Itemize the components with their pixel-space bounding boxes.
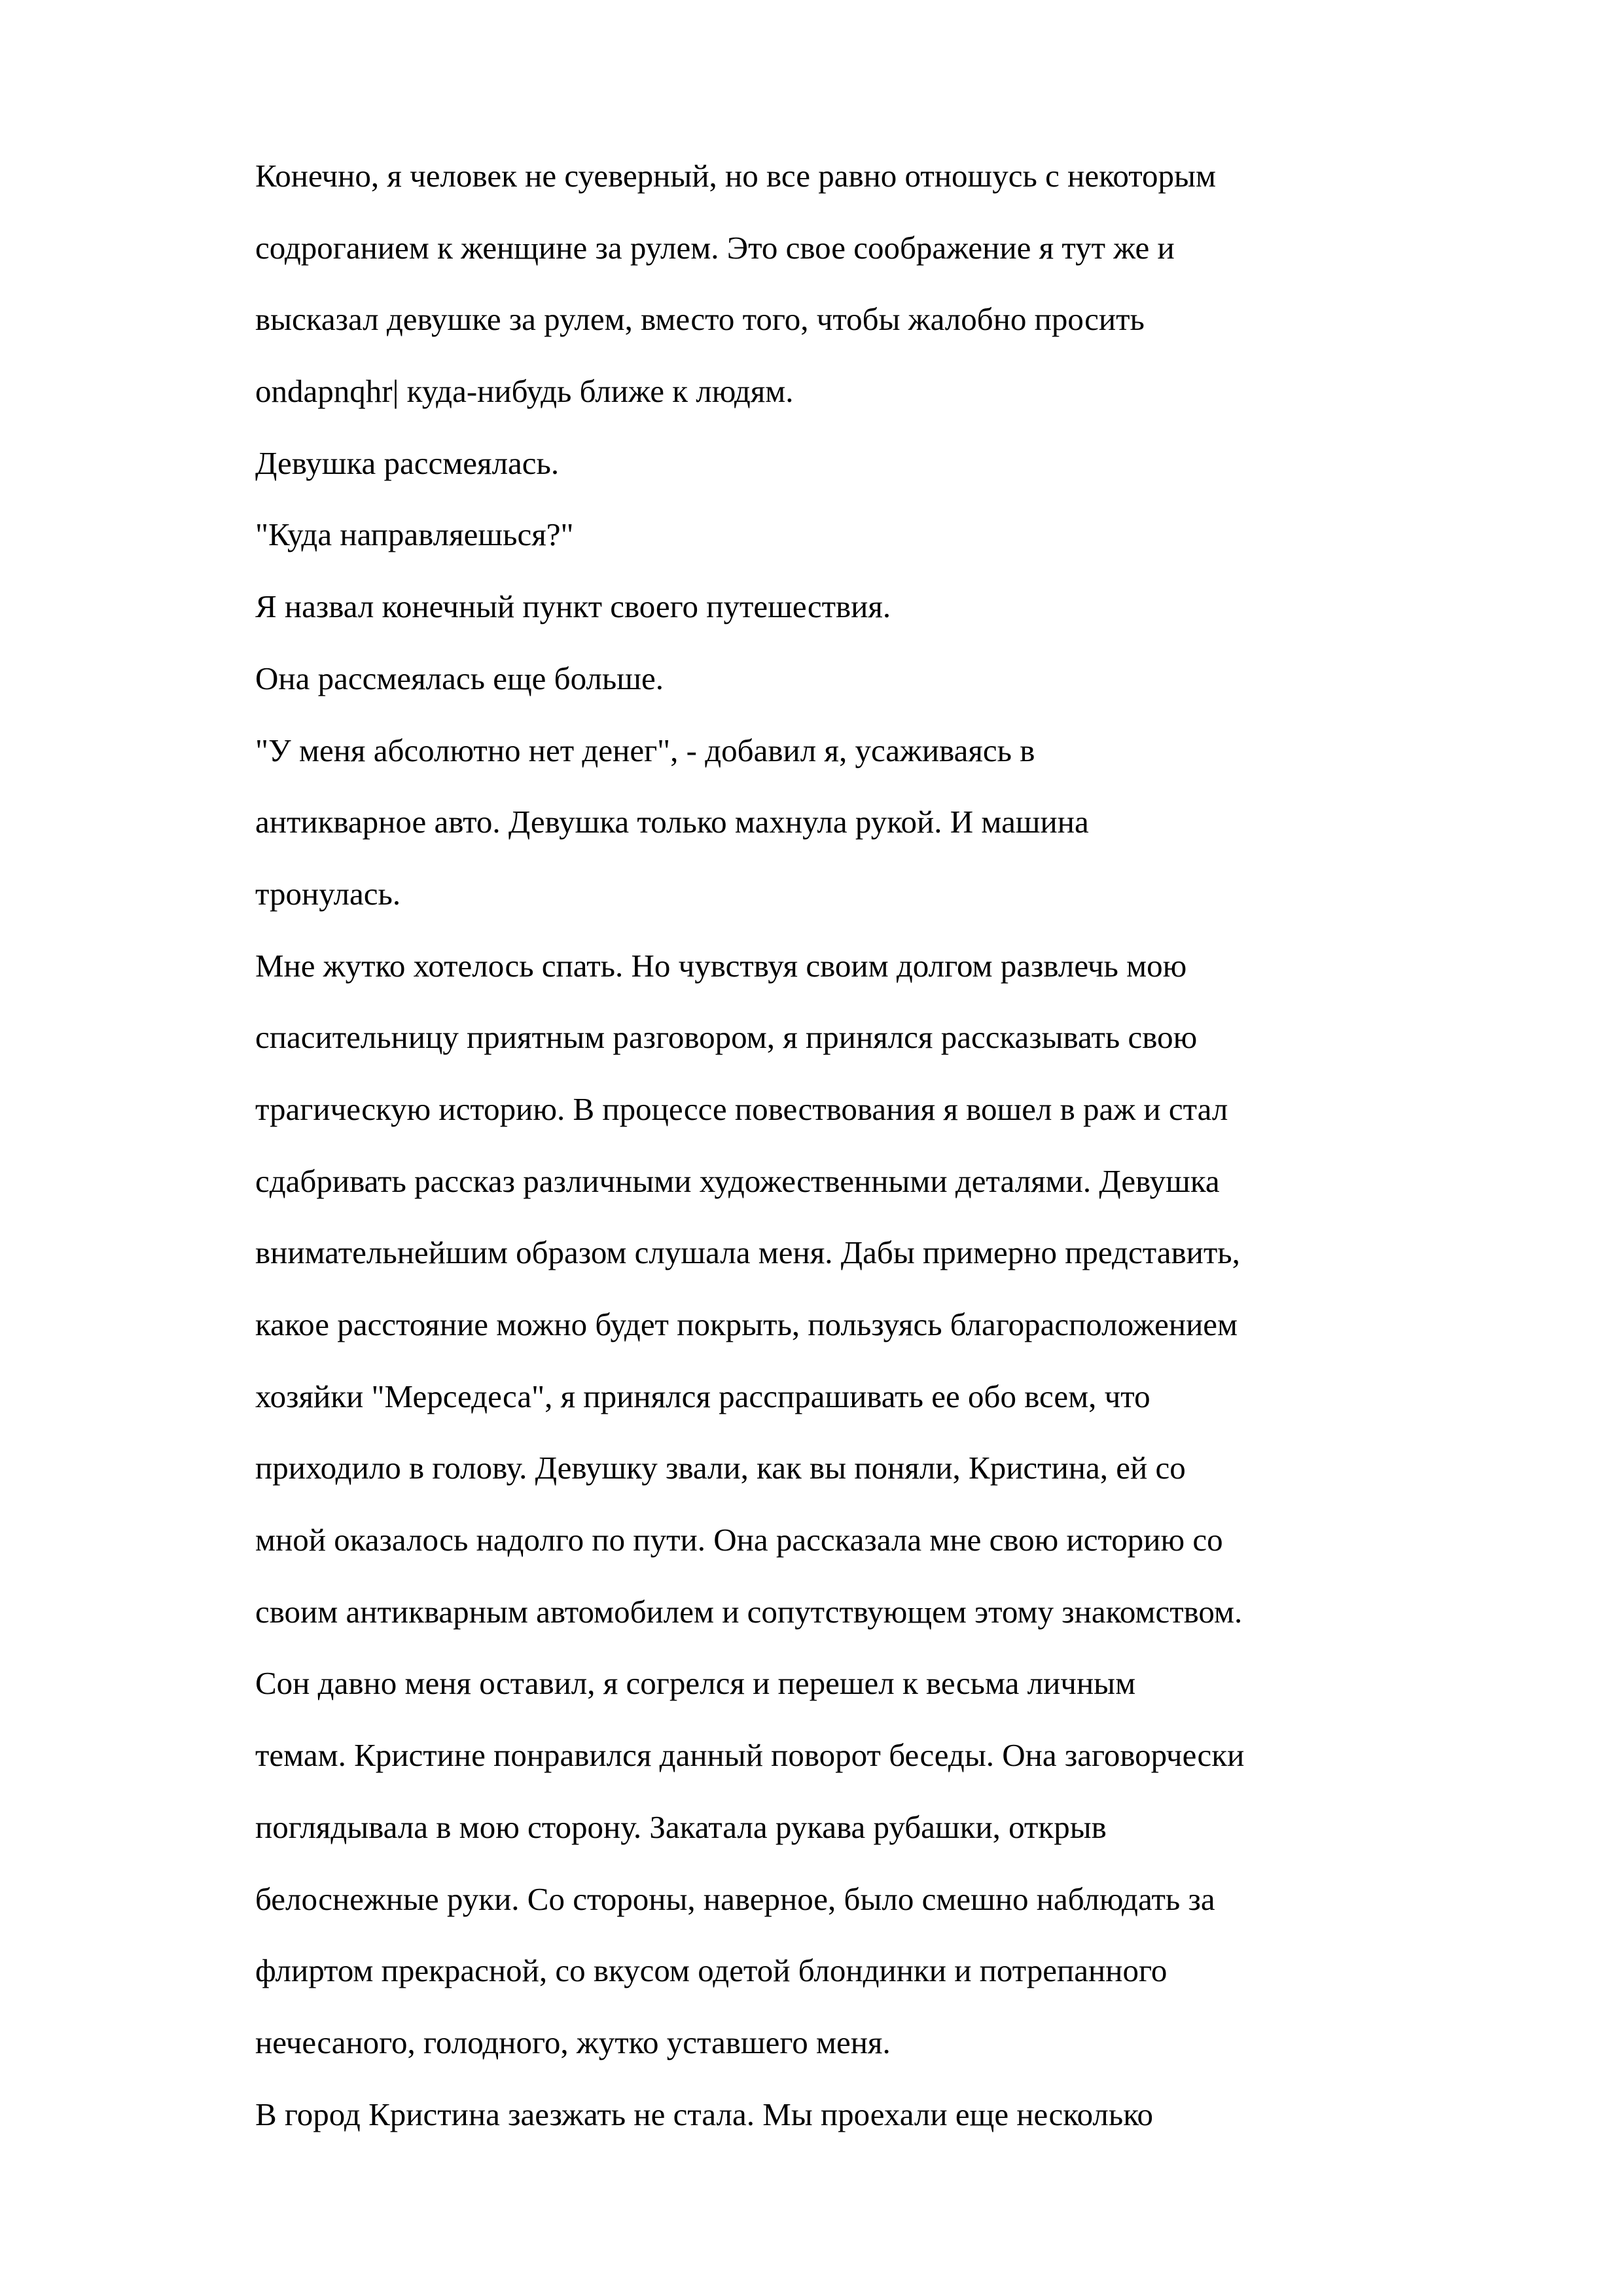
text-line: содроганием к женщине за рулем. Это свое соображение я тут же и	[255, 229, 1175, 266]
text-line: поглядывала в мою сторону. Закатала рукава рубашки, открыв	[255, 1808, 1107, 1845]
text-line: какое расстояние можно будет покрыть, пользуясь благорасположением	[255, 1306, 1238, 1342]
text-line: Она рассмеялась еще больше.	[255, 660, 664, 696]
text-line: мной оказалось надолго по пути. Она рассказала мне свою историю со	[255, 1522, 1223, 1558]
text-line: хозяйки "Мерседеса", я принялся расспрашивать ее обо всем, что	[255, 1378, 1150, 1414]
text-line: В город Кристина заезжать не стала. Мы проехали еще несколько	[255, 2096, 1154, 2132]
text-line: ondapnqhr| куда-нибудь ближе к людям.	[255, 373, 794, 410]
text-line: Конечно, я человек не суеверный, но все равно отношусь с некоторым	[255, 158, 1216, 194]
text-line: спасительницу приятным разговором, я принялся рассказывать свою	[255, 1019, 1198, 1056]
text-line: нечесаного, голодного, жутко уставшего меня.	[255, 2024, 891, 2060]
text-line: антикварное авто. Девушка только махнула рукой. И машина	[255, 804, 1089, 840]
text-line: "У меня абсолютно нет денег", - добавил я, усаживаясь в	[255, 732, 1035, 768]
text-line: высказал девушке за рулем, вместо того, чтобы жалобно просить	[255, 301, 1145, 338]
text-line: внимательнейшим образом слушала меня. Дабы примерно представить,	[255, 1234, 1240, 1271]
text-line: сдабривать рассказ различными художественными деталями. Девушка	[255, 1162, 1220, 1199]
text-line: Я назвал конечный пункт своего путешествия.	[255, 588, 891, 625]
text-line: своим антикварным автомобилем и сопутствующем этому знакомством.	[255, 1593, 1243, 1630]
text-line: флиртом прекрасной, со вкусом одетой блондинки и потрепанного	[255, 1952, 1168, 1989]
text-line: Мне жутко хотелось спать. Но чувствуя своим долгом развлечь мою	[255, 947, 1187, 984]
document-body	[255, 152, 1433, 2162]
text-line: приходило в голову. Девушку звали, как вы поняли, Кристина, ей со	[255, 1450, 1186, 1486]
text-line: "Куда направляешься?"	[255, 516, 574, 553]
text-line: Сон давно меня оставил, я согрелся и перешел к весьма личным	[255, 1665, 1136, 1702]
text-line: трагическую историю. В процессе повествования я вошел в раж и стал	[255, 1090, 1228, 1127]
text-line: белоснежные руки. Со стороны, наверное, было смешно наблюдать за	[255, 1880, 1215, 1917]
text-line: тронулась.	[255, 875, 401, 912]
text-line: темам. Кристине понравился данный поворот беседы. Она заговорчески	[255, 1737, 1245, 1774]
text-line: Девушка рассмеялась.	[255, 444, 560, 481]
